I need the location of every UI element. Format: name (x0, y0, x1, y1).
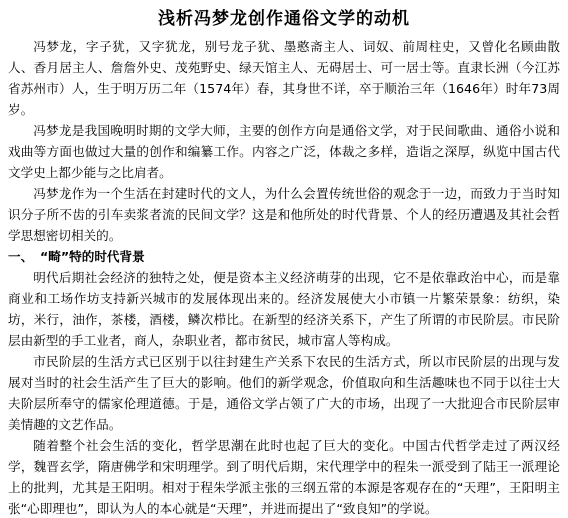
section-number: 一、 (8, 249, 34, 264)
section-heading (8, 246, 560, 267)
paragraph-question: 冯梦龙作为一个生活在封建时代的文人，为什么会置传统世俗的观念于一边，而致力于当时知识分子所不齿的引车卖浆者流的民间文学？这是和他所处的时代背景、个人的经历遭遇及其社会哲学思想密切相关的。 (8, 186, 560, 243)
paragraph-biography: 冯梦龙，字子犹，又字犹龙，别号龙子犹、墨憨斋主人、词奴、前周柱史，又曾化名顾曲散人、香月居主人、詹詹外史、茂苑野史、绿天馆主人、无碍居士、可一居士等。直隶长洲（今江苏省苏州市）人，生于明万历二年（1574年）春，其身世不详，卒于顺治三年（1646年）时年73周岁。 (8, 39, 560, 117)
paragraph-philosophy: 随着整个社会生活的变化，哲学思潮在此时也起了巨大的变化。中国古代哲学走过了两汉经学，魏晋玄学，隋唐佛学和宋明理学。到了明代后期，宋代理学中的程朱一派受到了陆王一派理论上的批判，尤其是王阳明。相对于程朱学派主张的三纲五常的本源是客观存在的“天理”，王阳明主张“心即理也”，即认为人的本心就是“天理”，并进而提出了“致良知”的学说。 (8, 438, 560, 516)
paragraph-achievements: 冯梦龙是我国晚明时期的文学大师，主要的创作方向是通俗文学，对于民间歌曲、通俗小说和戏曲等方面也做过大量的创作和编纂工作。内容之广泛，体裁之多样，造诣之深厚，纵览中国古代文学史上都少能与之比肩者。 (8, 123, 560, 180)
article-title: 浅析冯梦龙创作通俗文学的动机 (158, 9, 410, 29)
section-title: “畸”特的时代背景 (40, 249, 145, 264)
paragraph-citizens: 市民阶层的生活方式已区别于以往封建生产关系下农民的生活方式，所以市民阶层的出现与发展对当时的社会生活产生了巨大的影响。他们的新学观念，价值取向和生活趣味也不同于以往士大夫阶层所奉守的儒家伦理道德。于是，通俗文学占领了广大的市场，出现了一大批迎合市民阶层审美情趣的文艺作品。 (8, 354, 560, 432)
paragraph-economy: 明代后期社会经济的独特之处，便是资本主义经济萌芽的出现，它不是依靠政治中心，而是靠商业和工场作坊支持新兴城市的发展体现出来的。经济发展使大小市镇一片繁荣景象：纺织，染坊，米行，油作，茶楼，酒楼，鳞次栉比。在新型的经济关系下，产生了所谓的市民阶层。市民阶层由新型的手工业者，商人，杂职业者，都市贫民，城市富人等构成。 (8, 270, 560, 348)
